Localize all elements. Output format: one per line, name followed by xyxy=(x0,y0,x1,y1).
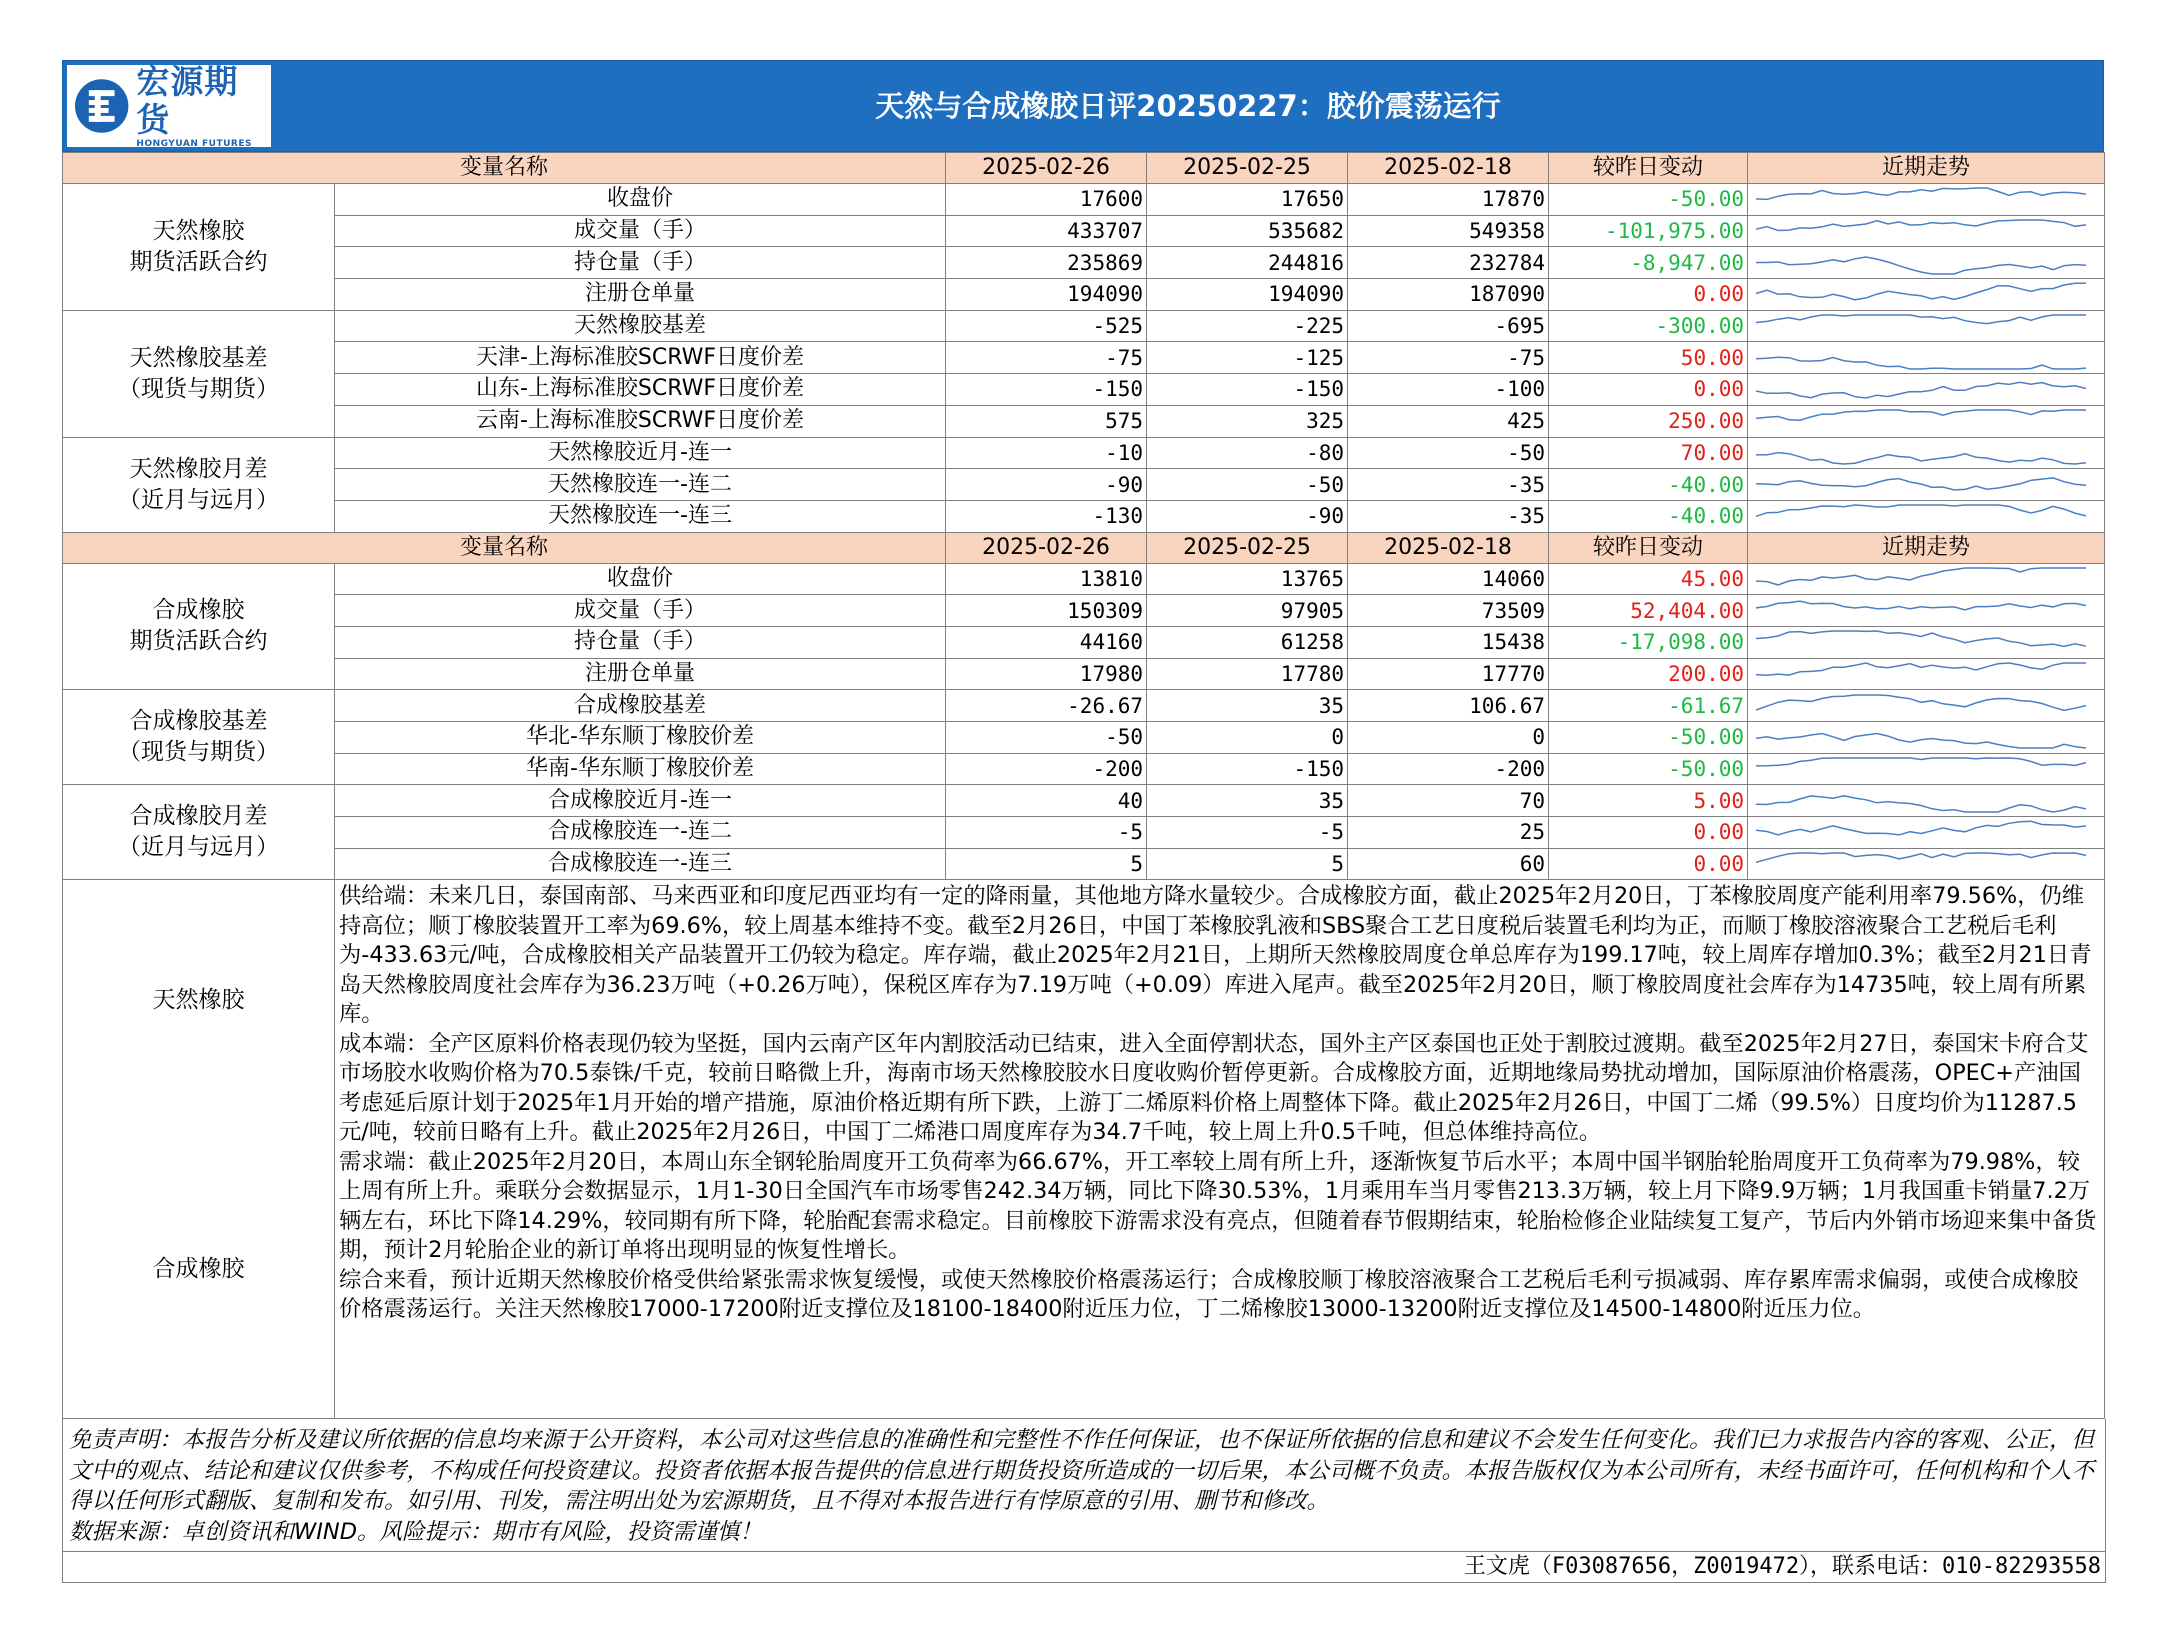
col-header-trend: 近期走势 xyxy=(1748,153,2105,184)
daily-change: 70.00 xyxy=(1549,437,1748,469)
daily-change: -50.00 xyxy=(1549,722,1748,754)
value-2025-02-18: 73509 xyxy=(1348,595,1549,627)
sparkline-trend xyxy=(1748,627,2105,657)
variable-name: 合成橡胶基差 xyxy=(335,690,946,722)
trend-cell xyxy=(1748,626,2105,658)
col-header-date: 2025-02-25 xyxy=(1147,153,1348,184)
trend-cell xyxy=(1748,658,2105,690)
value-2025-02-25: -225 xyxy=(1147,310,1348,342)
variable-name: 成交量（手） xyxy=(335,595,946,627)
sparkline-trend xyxy=(1748,849,2105,879)
sparkline-trend xyxy=(1748,817,2105,847)
group-label-line: 天然橡胶基差 xyxy=(129,344,268,371)
value-2025-02-25: 325 xyxy=(1147,405,1348,437)
sparkline-trend xyxy=(1748,343,2105,373)
daily-change: -40.00 xyxy=(1549,500,1748,532)
value-2025-02-25: -50 xyxy=(1147,469,1348,501)
value-2025-02-25: 0 xyxy=(1147,722,1348,754)
value-2025-02-18: 549358 xyxy=(1348,215,1549,247)
trend-cell xyxy=(1748,437,2105,469)
sparkline-trend xyxy=(1748,659,2105,689)
data-source-text: 数据来源：卓创资讯和WIND。风险提示：期市有风险，投资需谨慎！ xyxy=(69,1518,763,1545)
value-2025-02-25: 61258 xyxy=(1147,626,1348,658)
col-header-date: 2025-02-26 xyxy=(946,532,1147,563)
col-header-date: 2025-02-18 xyxy=(1348,153,1549,184)
group-label-line: 天然橡胶 xyxy=(152,217,245,244)
value-2025-02-18: 60 xyxy=(1348,848,1549,880)
value-2025-02-26: 40 xyxy=(946,785,1147,817)
group-label-line: （近月与远月） xyxy=(118,834,279,861)
sparkline-trend xyxy=(1748,248,2105,278)
trend-cell xyxy=(1748,374,2105,406)
commentary-paragraph: 需求端：截止2025年2月20日，本周山东全钢轮胎周度开工负荷率为66.67%，开工率较上周有所上升，逐渐恢复节后水平；本周中国半钢胎轮胎周度开工负荷率为79.98%，较上周有所上升。乘联分会数据显示，1月1-30日全国汽车市场零售242.34万辆，同比下降30.53%，1月乘用车当月零售213.3万辆，较上月下降9.9万辆；1月我国重卡销量7.2万辆左右，环比下降14.29%，较同期有所下降，轮胎配套需求稳定。目前橡胶下游需求没有亮点，但随着春节假期结束，轮胎检修企业陆续复工复产，节后内外销市场迎来集中备货期，预计2月轮胎企业的新订单将出现明显的恢复性增长。 xyxy=(339,1148,2097,1264)
group-label xyxy=(63,437,335,532)
daily-change: -17,098.00 xyxy=(1549,626,1748,658)
value-2025-02-26: 194090 xyxy=(946,279,1147,311)
trend-cell xyxy=(1748,469,2105,501)
trend-cell xyxy=(1748,247,2105,279)
trend-cell xyxy=(1748,184,2105,216)
sparkline-trend xyxy=(1748,406,2105,436)
value-2025-02-18: 106.67 xyxy=(1348,690,1549,722)
value-2025-02-25: -90 xyxy=(1147,500,1348,532)
sparkline-trend xyxy=(1748,311,2105,341)
variable-name: 注册仓单量 xyxy=(335,279,946,311)
value-2025-02-18: -50 xyxy=(1348,437,1549,469)
variable-name: 收盘价 xyxy=(335,563,946,595)
value-2025-02-25: 35 xyxy=(1147,785,1348,817)
table-row xyxy=(63,626,2105,658)
daily-change: -101,975.00 xyxy=(1549,215,1748,247)
value-2025-02-18: 187090 xyxy=(1348,279,1549,311)
table-row xyxy=(63,690,2105,722)
trend-cell xyxy=(1748,279,2105,311)
sparkline-trend xyxy=(1748,470,2105,500)
company-logo xyxy=(67,62,271,149)
col-header-name: 变量名称 xyxy=(63,153,946,184)
col-header-date: 2025-02-18 xyxy=(1348,532,1549,563)
value-2025-02-26: -26.67 xyxy=(946,690,1147,722)
variable-name: 合成橡胶连一-连三 xyxy=(335,848,946,880)
value-2025-02-25: -5 xyxy=(1147,817,1348,849)
table-row xyxy=(63,658,2105,690)
table-row xyxy=(63,437,2105,469)
value-2025-02-26: 5 xyxy=(946,848,1147,880)
value-2025-02-18: 0 xyxy=(1348,722,1549,754)
table-row xyxy=(63,595,2105,627)
variable-name: 天然橡胶连一-连二 xyxy=(335,469,946,501)
report-sheet xyxy=(62,60,2104,1583)
commentary-label-synthetic: 合成橡胶 xyxy=(63,1120,335,1419)
commentary-row xyxy=(63,880,2105,1121)
variable-name: 华北-华东顺丁橡胶价差 xyxy=(335,722,946,754)
value-2025-02-25: 535682 xyxy=(1147,215,1348,247)
sparkline-trend xyxy=(1748,216,2105,246)
sparkline-trend xyxy=(1748,786,2105,816)
daily-change: 0.00 xyxy=(1549,817,1748,849)
analyst-contact: 王文虎（F03087656，Z0019472），联系电话：010-82293558 xyxy=(63,1551,2105,1582)
group-label xyxy=(63,310,335,437)
value-2025-02-26: -90 xyxy=(946,469,1147,501)
variable-name: 持仓量（手） xyxy=(335,626,946,658)
sparkline-trend xyxy=(1748,501,2105,531)
logo-english-name: HONGYUAN FUTURES xyxy=(136,139,252,149)
daily-change: 0.00 xyxy=(1549,374,1748,406)
daily-change: 45.00 xyxy=(1549,563,1748,595)
group-label-line: 合成橡胶月差 xyxy=(129,803,268,830)
daily-change: -8,947.00 xyxy=(1549,247,1748,279)
disclaimer xyxy=(63,1419,2105,1551)
report-footer xyxy=(62,1419,2106,1583)
table-row xyxy=(63,785,2105,817)
value-2025-02-18: -100 xyxy=(1348,374,1549,406)
table-row xyxy=(63,247,2105,279)
value-2025-02-18: 232784 xyxy=(1348,247,1549,279)
sparkline-trend xyxy=(1748,691,2105,721)
value-2025-02-25: 17780 xyxy=(1147,658,1348,690)
value-2025-02-25: -80 xyxy=(1147,437,1348,469)
variable-name: 天津-上海标准胶SCRWF日度价差 xyxy=(335,342,946,374)
data-table xyxy=(62,152,2105,1419)
value-2025-02-18: -35 xyxy=(1348,469,1549,501)
daily-change: -40.00 xyxy=(1549,469,1748,501)
table-row xyxy=(63,405,2105,437)
trend-cell xyxy=(1748,817,2105,849)
trend-cell xyxy=(1748,690,2105,722)
trend-cell xyxy=(1748,342,2105,374)
value-2025-02-18: -35 xyxy=(1348,500,1549,532)
value-2025-02-26: 433707 xyxy=(946,215,1147,247)
value-2025-02-18: 17870 xyxy=(1348,184,1549,216)
value-2025-02-25: -125 xyxy=(1147,342,1348,374)
sparkline-trend xyxy=(1748,754,2105,784)
table-header-row xyxy=(63,153,2105,184)
variable-name: 华南-华东顺丁橡胶价差 xyxy=(335,753,946,785)
daily-change: -50.00 xyxy=(1549,184,1748,216)
group-label-line: 合成橡胶 xyxy=(152,597,245,624)
table-row xyxy=(63,563,2105,595)
value-2025-02-26: 150309 xyxy=(946,595,1147,627)
value-2025-02-26: 13810 xyxy=(946,563,1147,595)
trend-cell xyxy=(1748,500,2105,532)
variable-name: 山东-上海标准胶SCRWF日度价差 xyxy=(335,374,946,406)
col-header-date: 2025-02-25 xyxy=(1147,532,1348,563)
table-row xyxy=(63,500,2105,532)
daily-change: 0.00 xyxy=(1549,848,1748,880)
hongyuan-logo-icon xyxy=(73,77,130,135)
daily-change: -61.67 xyxy=(1549,690,1748,722)
table-row xyxy=(63,848,2105,880)
value-2025-02-26: -200 xyxy=(946,753,1147,785)
report-title: 天然与合成橡胶日评20250227：胶价震荡运行 xyxy=(875,89,1501,123)
sparkline-trend xyxy=(1748,279,2105,309)
daily-change: 250.00 xyxy=(1549,405,1748,437)
trend-cell xyxy=(1748,405,2105,437)
value-2025-02-26: -75 xyxy=(946,342,1147,374)
group-label xyxy=(63,785,335,880)
value-2025-02-25: 244816 xyxy=(1147,247,1348,279)
disclaimer-text: 免责声明：本报告分析及建议所依据的信息均来源于公开资料，本公司对这些信息的准确性和完整性不作任何保证，也不保证所依据的信息和建议不会发生任何变化。我们已力求报告内容的客观、公正，但文中的观点、结论和建议仅供参考，不构成任何投资建议。投资者依据本报告提供的信息进行期货投资所造成的一切后果，本公司概不负责。本报告版权仅为本公司所有，未经书面许可，任何机构和个人不得以任何形式翻版、复制和发布。如引用、刊发，需注明出处为宏源期货，且不得对本报告进行有悖原意的引用、删节和修改。 xyxy=(69,1427,2095,1515)
daily-change: 200.00 xyxy=(1549,658,1748,690)
value-2025-02-26: -150 xyxy=(946,374,1147,406)
value-2025-02-18: 425 xyxy=(1348,405,1549,437)
variable-name: 合成橡胶近月-连一 xyxy=(335,785,946,817)
value-2025-02-18: 15438 xyxy=(1348,626,1549,658)
value-2025-02-26: -10 xyxy=(946,437,1147,469)
value-2025-02-26: -130 xyxy=(946,500,1147,532)
table-row xyxy=(63,184,2105,216)
trend-cell xyxy=(1748,722,2105,754)
variable-name: 天然橡胶基差 xyxy=(335,310,946,342)
value-2025-02-25: -150 xyxy=(1147,374,1348,406)
value-2025-02-25: 194090 xyxy=(1147,279,1348,311)
sparkline-trend xyxy=(1748,438,2105,468)
value-2025-02-26: -5 xyxy=(946,817,1147,849)
daily-change: 52,404.00 xyxy=(1549,595,1748,627)
group-label-line: 期货活跃合约 xyxy=(129,628,268,655)
variable-name: 天然橡胶连一-连三 xyxy=(335,500,946,532)
commentary-text xyxy=(335,880,2105,1419)
col-header-trend: 近期走势 xyxy=(1748,532,2105,563)
value-2025-02-18: -75 xyxy=(1348,342,1549,374)
col-header-name: 变量名称 xyxy=(63,532,946,563)
logo-chinese-name: 宏源期货 xyxy=(136,62,239,139)
value-2025-02-18: -695 xyxy=(1348,310,1549,342)
trend-cell xyxy=(1748,310,2105,342)
daily-change: 0.00 xyxy=(1549,279,1748,311)
value-2025-02-25: 35 xyxy=(1147,690,1348,722)
sparkline-trend xyxy=(1748,184,2105,214)
value-2025-02-18: 14060 xyxy=(1348,563,1549,595)
table-row xyxy=(63,279,2105,311)
group-label-line: 期货活跃合约 xyxy=(129,248,268,275)
value-2025-02-26: -525 xyxy=(946,310,1147,342)
value-2025-02-25: 13765 xyxy=(1147,563,1348,595)
variable-name: 云南-上海标准胶SCRWF日度价差 xyxy=(335,405,946,437)
trend-cell xyxy=(1748,595,2105,627)
variable-name: 收盘价 xyxy=(335,184,946,216)
sparkline-trend xyxy=(1748,374,2105,404)
value-2025-02-25: 97905 xyxy=(1147,595,1348,627)
value-2025-02-26: 235869 xyxy=(946,247,1147,279)
value-2025-02-18: 70 xyxy=(1348,785,1549,817)
trend-cell xyxy=(1748,215,2105,247)
sparkline-trend xyxy=(1748,564,2105,594)
trend-cell xyxy=(1748,563,2105,595)
group-label xyxy=(63,690,335,785)
table-row xyxy=(63,310,2105,342)
variable-name: 合成橡胶连一-连二 xyxy=(335,817,946,849)
table-row xyxy=(63,817,2105,849)
value-2025-02-25: 5 xyxy=(1147,848,1348,880)
commentary-paragraph: 成本端：全产区原料价格表现仍较为坚挺，国内云南产区年内割胶活动已结束，进入全面停割状态，国外主产区泰国也正处于割胶过渡期。截至2025年2月27日，泰国宋卡府合艾市场胶水收购价格为70.5泰铢/千克，较前日略微上升，海南市场天然橡胶胶水日度收购价暂停更新。合成橡胶方面，近期地缘局势扰动增加，国际原油价格震荡，OPEC+产油国考虑延后原计划于2025年1月开始的增产措施，原油价格近期有所下跌，上游丁二烯原料价格上周整体下降。截止2025年2月26日，中国丁二烯（99.5%）日度均价为11287.5元/吨，较前日略有上升。截止2025年2月26日，中国丁二烯港口周度库存为34.7千吨，较上周上升0.5千吨，但总体维持高位。 xyxy=(339,1030,2089,1146)
value-2025-02-26: 44160 xyxy=(946,626,1147,658)
variable-name: 注册仓单量 xyxy=(335,658,946,690)
variable-name: 成交量（手） xyxy=(335,215,946,247)
group-label-line: 天然橡胶月差 xyxy=(129,455,268,482)
commentary-paragraph: 综合来看，预计近期天然橡胶价格受供给紧张需求恢复缓慢，或使天然橡胶价格震荡运行；合成橡胶顺丁橡胶溶液聚合工艺税后毛利亏损减弱、库存累库需求偏弱，或使合成橡胶价格震荡运行。关注天然橡胶17000-17200附近支撑位及18100-18400附近压力位，丁二烯橡胶13000-13200附近支撑位及14500-14800附近压力位。 xyxy=(339,1266,2079,1323)
col-header-date: 2025-02-26 xyxy=(946,153,1147,184)
value-2025-02-26: 575 xyxy=(946,405,1147,437)
group-label-line: （近月与远月） xyxy=(118,486,279,513)
value-2025-02-18: 25 xyxy=(1348,817,1549,849)
commentary-label-natural: 天然橡胶 xyxy=(63,880,335,1121)
trend-cell xyxy=(1748,753,2105,785)
daily-change: -300.00 xyxy=(1549,310,1748,342)
group-label-line: 合成橡胶基差 xyxy=(129,708,268,735)
commentary-paragraph: 供给端：未来几日，泰国南部、马来西亚和印度尼西亚均有一定的降雨量，其他地方降水量较少。合成橡胶方面，截止2025年2月20日，丁苯橡胶周度产能利用率79.56%，仍维持高位；顺丁橡胶装置开工率为69.6%，较上周基本维持不变。截至2月26日，中国丁苯橡胶乳液和SBS聚合工艺日度税后装置毛利均为正，而顺丁橡胶溶液聚合工艺税后毛利为-433.63元/吨，合成橡胶相关产品装置开工仍较为稳定。库存端，截止2025年2月21日，上期所天然橡胶周度仓单总库存为199.17吨，较上周库存增加0.3%；截至2月21日青岛天然橡胶周度社会库存为36.23万吨（+0.26万吨），保税区库存为7.19万吨（+0.09）库进入尾声。截至2025年2月20日，顺丁橡胶周度社会库存为14735吨，较上周有所累库。 xyxy=(339,883,2092,1028)
variable-name: 持仓量（手） xyxy=(335,247,946,279)
group-label xyxy=(63,563,335,690)
table-header-row xyxy=(63,532,2105,563)
value-2025-02-25: -150 xyxy=(1147,753,1348,785)
table-row xyxy=(63,722,2105,754)
table-row xyxy=(63,342,2105,374)
table-row xyxy=(63,374,2105,406)
sparkline-trend xyxy=(1748,722,2105,752)
daily-change: -50.00 xyxy=(1549,753,1748,785)
value-2025-02-26: 17980 xyxy=(946,658,1147,690)
report-banner xyxy=(62,60,2104,152)
group-label-line: （现货与期货） xyxy=(118,739,279,766)
value-2025-02-25: 17650 xyxy=(1147,184,1348,216)
sparkline-trend xyxy=(1748,596,2105,626)
value-2025-02-26: 17600 xyxy=(946,184,1147,216)
daily-change: 5.00 xyxy=(1549,785,1748,817)
variable-name: 天然橡胶近月-连一 xyxy=(335,437,946,469)
col-header-change: 较昨日变动 xyxy=(1549,153,1748,184)
col-header-change: 较昨日变动 xyxy=(1549,532,1748,563)
table-row xyxy=(63,215,2105,247)
table-row xyxy=(63,753,2105,785)
table-row xyxy=(63,469,2105,501)
value-2025-02-18: 17770 xyxy=(1348,658,1549,690)
trend-cell xyxy=(1748,848,2105,880)
daily-change: 50.00 xyxy=(1549,342,1748,374)
trend-cell xyxy=(1748,785,2105,817)
group-label-line: （现货与期货） xyxy=(118,375,279,402)
value-2025-02-26: -50 xyxy=(946,722,1147,754)
group-label xyxy=(63,184,335,311)
value-2025-02-18: -200 xyxy=(1348,753,1549,785)
